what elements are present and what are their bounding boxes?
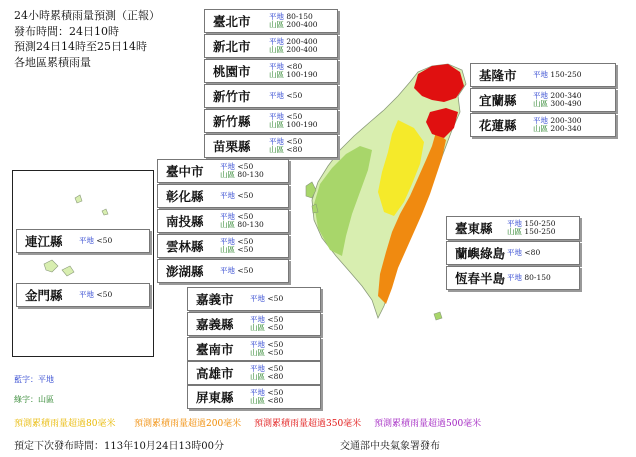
flat-value: 200-340 xyxy=(550,91,582,100)
region-name: 金門縣 xyxy=(25,288,63,303)
mountain-value: 200-340 xyxy=(550,124,582,133)
region-box-kinmen xyxy=(16,283,150,307)
mountain-label: 山區 xyxy=(269,70,284,79)
flat-value: <50 xyxy=(237,266,254,275)
mountain-label: 山區 xyxy=(269,120,284,129)
mountain-label: 山區 xyxy=(250,396,265,405)
region-box-hualien xyxy=(470,113,616,137)
flat-label: 平地 xyxy=(250,340,265,349)
flat-value: 200-400 xyxy=(286,37,318,46)
mountain-value: 300-490 xyxy=(550,99,582,108)
flat-value: <50 xyxy=(286,91,303,100)
region-box-tainan xyxy=(187,337,321,361)
flat-label: 平地 xyxy=(250,388,265,397)
region-name: 屏東縣 xyxy=(196,390,234,405)
flat-label: 平地 xyxy=(250,315,265,324)
flat-label: 平地 xyxy=(220,266,235,275)
flat-value: <80 xyxy=(286,62,303,71)
region-box-taitung xyxy=(446,216,580,240)
region-name: 新北市 xyxy=(213,39,251,54)
region-box-hengchun xyxy=(446,266,580,290)
region-name: 蘭嶼綠島 xyxy=(455,246,506,261)
region-box-lienchiang xyxy=(16,229,150,253)
flat-value: 80-150 xyxy=(524,273,551,282)
flat-label: 平地 xyxy=(79,290,94,299)
flat-label: 平地 xyxy=(533,70,548,79)
issuer: 交通部中央氣象署發布 xyxy=(340,441,440,452)
green-text-note: 綠字：山區 xyxy=(14,395,54,404)
flat-label: 平地 xyxy=(507,273,522,282)
mountain-value: 80-130 xyxy=(237,220,264,229)
region-name: 花蓮縣 xyxy=(479,118,517,133)
flat-value: <50 xyxy=(267,294,284,303)
flat-value: <50 xyxy=(96,290,113,299)
flat-label: 平地 xyxy=(269,37,284,46)
mountain-value: <80 xyxy=(267,372,284,381)
mountain-value: <80 xyxy=(286,145,303,154)
flat-label: 平地 xyxy=(220,237,235,246)
region-box-chiayi-city xyxy=(187,287,321,311)
region-box-taipei-city xyxy=(204,9,338,33)
mountain-label: 山區 xyxy=(250,372,265,381)
region-box-lanyu-ludao xyxy=(446,241,580,265)
region-name: 南投縣 xyxy=(166,214,204,229)
region-box-yunlin xyxy=(157,234,289,258)
region-box-taichung xyxy=(157,159,289,183)
flat-value: <50 xyxy=(267,364,284,373)
region-box-miaoli xyxy=(204,134,338,158)
region-name: 連江縣 xyxy=(25,234,63,249)
legend-350mm: 預測累積雨量超過350毫米 xyxy=(254,419,362,429)
mountain-value: <50 xyxy=(237,245,254,254)
mountain-value: <50 xyxy=(267,323,284,332)
scope-label: 各地區累積雨量 xyxy=(14,55,91,69)
flat-value: 200-300 xyxy=(550,116,582,125)
flat-label: 平地 xyxy=(269,62,284,71)
flat-value: 80-150 xyxy=(286,12,313,21)
region-box-penghu xyxy=(157,259,289,283)
mountain-label: 山區 xyxy=(220,170,235,179)
mountain-value: 150-250 xyxy=(524,227,556,236)
region-name: 基隆市 xyxy=(479,68,517,83)
flat-label: 平地 xyxy=(269,112,284,121)
flat-value: <50 xyxy=(286,137,303,146)
mountain-label: 山區 xyxy=(250,348,265,357)
region-box-new-taipei xyxy=(204,34,338,58)
region-name: 桃園市 xyxy=(213,64,251,79)
mountain-value: 200-400 xyxy=(286,45,318,54)
region-name: 新竹縣 xyxy=(213,114,251,129)
region-box-yilan xyxy=(470,88,616,112)
flat-value: <50 xyxy=(237,162,254,171)
issue-time: 發布時間：24日10時 xyxy=(14,24,119,38)
mountain-label: 山區 xyxy=(533,124,548,133)
region-name: 彰化縣 xyxy=(166,189,204,204)
region-name: 臺北市 xyxy=(213,14,251,29)
mountain-value: 200-400 xyxy=(286,20,318,29)
region-box-taoyuan xyxy=(204,59,338,83)
flat-value: <50 xyxy=(267,340,284,349)
mountain-value: 100-190 xyxy=(286,120,318,129)
region-name: 宜蘭縣 xyxy=(479,93,517,108)
flat-value: <50 xyxy=(286,112,303,121)
region-box-keelung xyxy=(470,63,616,87)
legend-200mm: 預測累積雨量超過200毫米 xyxy=(134,419,242,429)
region-name: 嘉義市 xyxy=(196,292,234,307)
flat-value: <50 xyxy=(237,237,254,246)
region-box-hsinchu-city xyxy=(204,84,338,108)
flat-label: 平地 xyxy=(220,212,235,221)
flat-value: <50 xyxy=(96,236,113,245)
forecast-period: 預測24日14時至25日14時 xyxy=(14,40,147,53)
legend-500mm: 預測累積雨量超過500毫米 xyxy=(374,419,482,429)
flat-value: 150-250 xyxy=(550,70,582,79)
region-name: 雲林縣 xyxy=(166,239,204,254)
next-issue-time: 預定下次發布時間：113年10月24日13時00分 xyxy=(14,441,224,452)
flat-value: <50 xyxy=(237,212,254,221)
flat-value: 150-250 xyxy=(524,219,556,228)
flat-value: <50 xyxy=(237,191,254,200)
flat-label: 平地 xyxy=(507,219,522,228)
mountain-label: 山區 xyxy=(269,20,284,29)
flat-label: 平地 xyxy=(533,91,548,100)
region-name: 澎湖縣 xyxy=(166,264,204,279)
flat-label: 平地 xyxy=(269,12,284,21)
mountain-value: <80 xyxy=(267,396,284,405)
region-name: 嘉義縣 xyxy=(196,317,234,332)
mountain-value: <50 xyxy=(267,348,284,357)
mountain-label: 山區 xyxy=(269,45,284,54)
mountain-label: 山區 xyxy=(250,323,265,332)
region-box-kaohsiung xyxy=(187,361,321,385)
map-title: 24小時累積雨量預測（正報） xyxy=(14,9,160,22)
mountain-value: 100-190 xyxy=(286,70,318,79)
legend-80mm: 預測累積雨量超過80毫米 xyxy=(14,419,116,429)
mountain-label: 山區 xyxy=(507,227,522,236)
flat-label: 平地 xyxy=(269,137,284,146)
flat-label: 平地 xyxy=(250,294,265,303)
flat-label: 平地 xyxy=(220,162,235,171)
region-box-nantou xyxy=(157,209,289,233)
region-name: 臺中市 xyxy=(166,164,204,179)
mountain-label: 山區 xyxy=(220,245,235,254)
flat-label: 平地 xyxy=(250,364,265,373)
flat-label: 平地 xyxy=(269,91,284,100)
region-name: 新竹市 xyxy=(213,89,251,104)
region-name: 臺東縣 xyxy=(455,221,493,236)
flat-value: <80 xyxy=(524,248,541,257)
region-box-pingtung xyxy=(187,385,321,409)
flat-value: <50 xyxy=(267,315,284,324)
region-box-chiayi-county xyxy=(187,312,321,336)
region-name: 苗栗縣 xyxy=(213,139,251,154)
outer-islands-frame xyxy=(12,170,154,357)
flat-label: 平地 xyxy=(533,116,548,125)
xiaoliuqiu-island xyxy=(434,312,442,320)
region-name: 恆春半島 xyxy=(455,271,506,286)
region-box-changhua xyxy=(157,184,289,208)
region-box-hsinchu-county xyxy=(204,109,338,133)
mountain-label: 山區 xyxy=(533,99,548,108)
flat-label: 平地 xyxy=(507,248,522,257)
flat-value: <50 xyxy=(267,388,284,397)
flat-label: 平地 xyxy=(79,236,94,245)
mountain-label: 山區 xyxy=(269,145,284,154)
region-name: 臺南市 xyxy=(196,342,234,357)
blue-text-note: 藍字：平地 xyxy=(14,375,54,384)
flat-label: 平地 xyxy=(220,191,235,200)
region-name: 高雄市 xyxy=(196,366,234,381)
mountain-value: 80-130 xyxy=(237,170,264,179)
mountain-label: 山區 xyxy=(220,220,235,229)
